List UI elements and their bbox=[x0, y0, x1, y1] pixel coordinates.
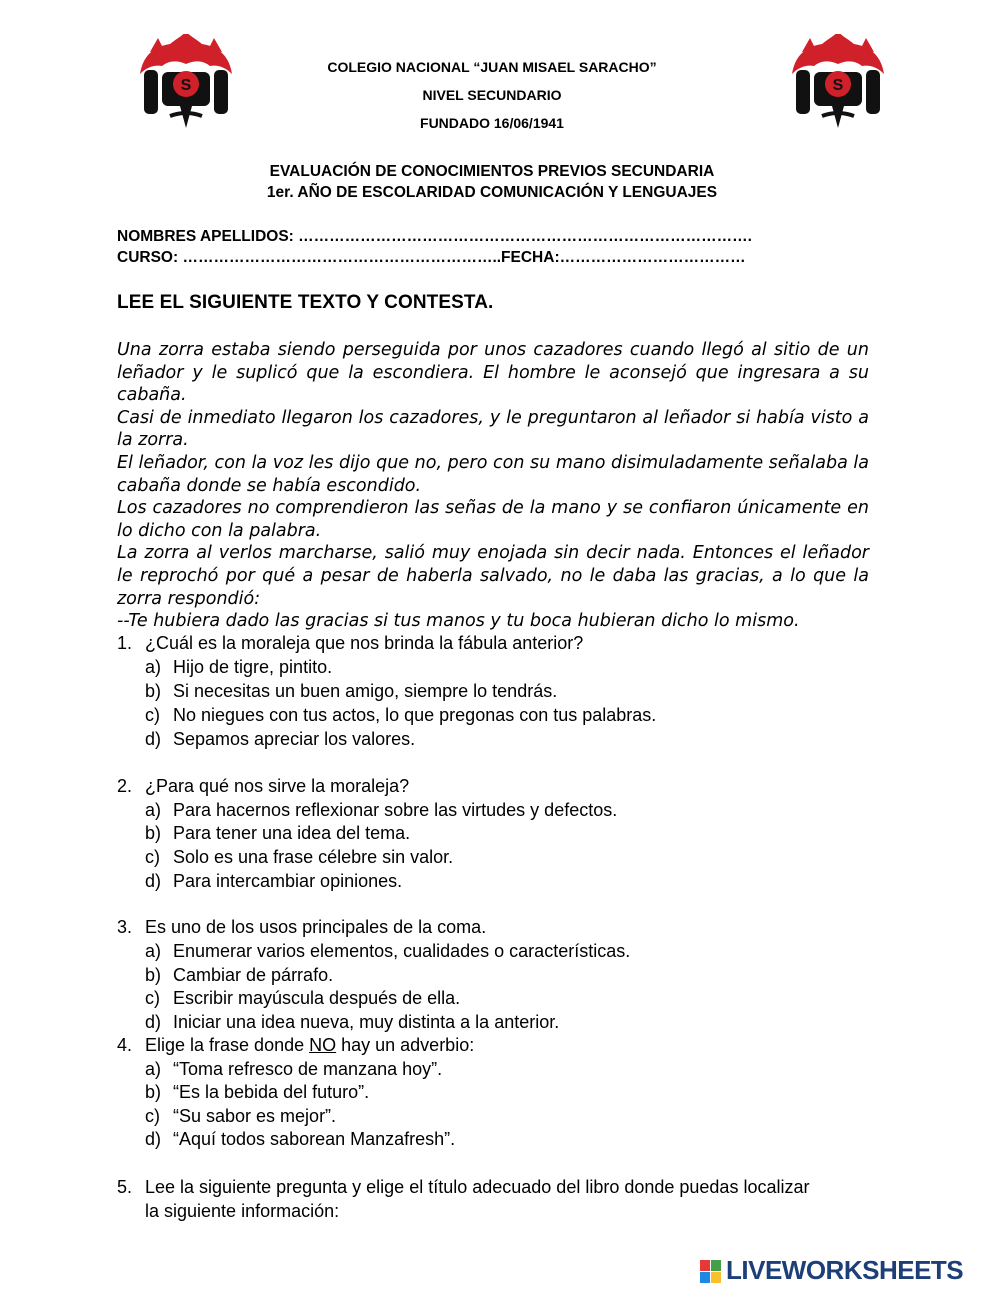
option-letter: c) bbox=[145, 847, 160, 867]
instruction-heading: LEE EL SIGUIENTE TEXTO Y CONTESTA. bbox=[117, 292, 494, 313]
option-letter: c) bbox=[145, 705, 160, 725]
option-text: Solo es una frase célebre sin valor. bbox=[173, 847, 454, 867]
q4-option-a[interactable] bbox=[145, 1059, 442, 1080]
story-paragraph: Una zorra estaba siendo perseguida por unos cazadores cuando llegó al sitio de un leñador y le suplicó que la escondiera. El hombre le aconsejó que ingresara a su cabaña. bbox=[117, 340, 869, 406]
story-paragraph: La zorra al verlos marcharse, salió muy enojada sin decir nada. Entonces el leñador le reprochó por qué a pesar de haberla salvado, no le daba las gracias, a lo que la zorra respondió: bbox=[117, 543, 869, 609]
question-text: hay un adverbio: bbox=[336, 1035, 475, 1055]
q2-option-d[interactable] bbox=[145, 871, 402, 892]
q4-option-d[interactable] bbox=[145, 1129, 455, 1150]
svg-text:S: S bbox=[180, 77, 192, 94]
question-5-continued: la siguiente información: bbox=[145, 1201, 340, 1221]
question-3 bbox=[117, 917, 486, 938]
question-text: Lee la siguiente pregunta y elige el título adecuado del libro donde puedas localizar bbox=[145, 1177, 810, 1197]
school-crest-left bbox=[130, 34, 242, 130]
option-text: Cambiar de párrafo. bbox=[173, 965, 334, 985]
q4-option-b[interactable] bbox=[145, 1082, 369, 1103]
liveworksheets-logo-icon bbox=[700, 1260, 722, 1284]
option-text: Para intercambiar opiniones. bbox=[173, 871, 403, 891]
question-text: Es uno de los usos principales de la coma. bbox=[145, 917, 487, 937]
option-letter: a) bbox=[145, 1059, 162, 1079]
story-paragraph: Casi de inmediato llegaron los cazadores, y le preguntaron al leñador si había visto a la zorra. bbox=[117, 407, 869, 451]
q3-option-d[interactable] bbox=[145, 1012, 559, 1033]
liveworksheets-brand[interactable] bbox=[700, 1254, 1000, 1288]
question-emphasis: NO bbox=[309, 1035, 337, 1055]
option-letter: c) bbox=[145, 988, 160, 1008]
option-text: Escribir mayúscula después de ella. bbox=[173, 988, 461, 1008]
q2-option-b[interactable] bbox=[145, 823, 410, 844]
question-number: 2. bbox=[117, 776, 133, 796]
question-text: ¿Para qué nos sirve la moraleja? bbox=[145, 776, 410, 796]
question-text: ¿Cuál es la moraleja que nos brinda la fábula anterior? bbox=[145, 633, 584, 653]
option-letter: b) bbox=[145, 1082, 162, 1102]
option-text: Iniciar una idea nueva, muy distinta a la anterior. bbox=[173, 1012, 560, 1032]
q4-option-c[interactable] bbox=[145, 1106, 336, 1127]
option-letter: d) bbox=[145, 1129, 162, 1149]
svg-text:S: S bbox=[832, 77, 844, 94]
question-2 bbox=[117, 776, 409, 797]
q3-option-a[interactable] bbox=[145, 941, 630, 962]
question-number: 3. bbox=[117, 917, 133, 937]
question-1 bbox=[117, 633, 583, 654]
school-name: COLEGIO NACIONAL “JUAN MISAEL SARACHO” bbox=[327, 59, 657, 75]
option-text: Para tener una idea del tema. bbox=[173, 823, 411, 843]
option-text: “Toma refresco de manzana hoy”. bbox=[173, 1059, 443, 1079]
question-number: 5. bbox=[117, 1177, 133, 1197]
question-number: 1. bbox=[117, 633, 133, 653]
question-4 bbox=[117, 1035, 474, 1056]
option-text: “Su sabor es mejor”. bbox=[173, 1106, 337, 1126]
option-letter: d) bbox=[145, 729, 162, 749]
question-number: 4. bbox=[117, 1035, 133, 1055]
q3-option-c[interactable] bbox=[145, 988, 460, 1009]
option-text: Enumerar varios elementos, cualidades o características. bbox=[173, 941, 631, 961]
option-letter: a) bbox=[145, 657, 162, 677]
question-5 bbox=[117, 1177, 809, 1198]
option-letter: a) bbox=[145, 800, 162, 820]
q3-option-b[interactable] bbox=[145, 965, 333, 986]
school-crest-right bbox=[782, 34, 894, 130]
option-letter: c) bbox=[145, 1106, 160, 1126]
q1-option-d[interactable] bbox=[145, 729, 415, 750]
option-letter: b) bbox=[145, 965, 162, 985]
story-paragraph: --Te hubiera dado las gracias si tus manos y tu boca hubieran dicho lo mismo. bbox=[117, 611, 800, 632]
name-field[interactable]: NOMBRES APELLIDOS: ……………………………………………………………………………. bbox=[117, 228, 752, 245]
option-text: Hijo de tigre, pintito. bbox=[173, 657, 333, 677]
option-text: Si necesitas un buen amigo, siempre lo tendrás. bbox=[173, 681, 558, 701]
story-paragraph: El leñador, con la voz les dijo que no, pero con su mano disimuladamente señalaba la cabaña donde se había escondido. bbox=[117, 452, 869, 496]
option-letter: d) bbox=[145, 1012, 162, 1032]
story-paragraph: Los cazadores no comprendieron las señas de la mano y se confiaron únicamente en lo dicho con la palabra. bbox=[117, 498, 869, 541]
option-letter: b) bbox=[145, 823, 162, 843]
q1-option-c[interactable] bbox=[145, 705, 656, 726]
school-level: NIVEL SECUNDARIO bbox=[422, 87, 562, 103]
option-text: “Es la bebida del futuro”. bbox=[173, 1082, 370, 1102]
fable-text bbox=[117, 339, 869, 633]
q2-option-a[interactable] bbox=[145, 800, 617, 821]
q1-option-b[interactable] bbox=[145, 681, 557, 702]
q1-option-a[interactable] bbox=[145, 657, 332, 678]
option-letter: d) bbox=[145, 871, 162, 891]
option-letter: b) bbox=[145, 681, 162, 701]
exam-title: EVALUACIÓN DE CONOCIMIENTOS PREVIOS SECUNDARIA bbox=[269, 163, 715, 180]
exam-subtitle: 1er. AÑO DE ESCOLARIDAD COMUNICACIÓN Y LENGUAJES bbox=[266, 184, 718, 201]
q2-option-c[interactable] bbox=[145, 847, 453, 868]
option-text: Para hacernos reflexionar sobre las virtudes y defectos. bbox=[173, 800, 618, 820]
question-text: Elige la frase donde bbox=[145, 1035, 310, 1055]
option-text: Sepamos apreciar los valores. bbox=[173, 729, 416, 749]
option-text: No niegues con tus actos, lo que pregonas con tus palabras. bbox=[173, 705, 657, 725]
option-letter: a) bbox=[145, 941, 162, 961]
option-text: “Aquí todos saborean Manzafresh”. bbox=[173, 1129, 456, 1149]
course-date-field[interactable]: CURSO: ……………………………………………………..FECHA:……………………………… bbox=[117, 249, 746, 266]
brand-name: LIVEWORKSHEETS bbox=[726, 1255, 964, 1285]
founded-date: FUNDADO 16/06/1941 bbox=[420, 115, 564, 131]
